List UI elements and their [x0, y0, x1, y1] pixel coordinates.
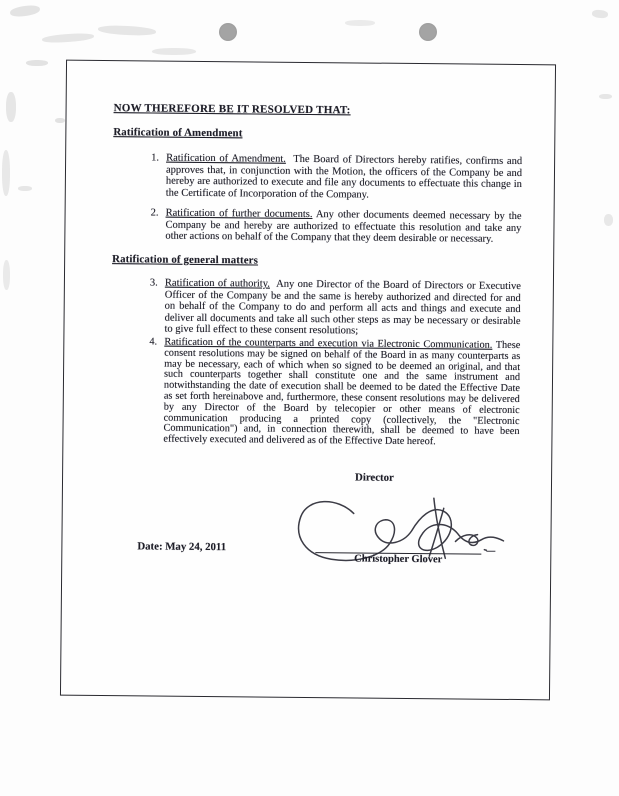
scan-noise-speck	[55, 118, 65, 123]
scan-noise-speck	[152, 48, 196, 55]
resolution-item-3	[149, 277, 521, 339]
punch-hole-left	[219, 23, 237, 41]
item-lead-phrase: Ratification of authority.	[164, 277, 270, 290]
scan-noise-speck	[3, 260, 10, 290]
resolution-item-1	[151, 152, 523, 203]
item-body-text: Any one Director of the Board of Directors or Executive Officer of the Company be and the same is hereby authorized and directed for and on behalf of the Company to do and perform all acts and things and execute and deliver all documents and take all such other steps as may be necessary or desirable to give full effect to these consent resolutions;	[164, 278, 521, 337]
item-number: 4.	[149, 336, 158, 348]
signature-role-label: Director	[355, 471, 394, 484]
scan-noise-speck	[26, 60, 48, 66]
scan-noise-speck	[592, 9, 609, 18]
item-lead-phrase: Ratification of Amendment.	[166, 152, 286, 165]
scan-noise-speck	[6, 92, 16, 122]
item-lead-phrase: Ratification of the counterparts and execution via Electronic Communication.	[164, 336, 493, 351]
scan-noise-speck	[98, 24, 156, 36]
scan-noise-speck	[2, 150, 10, 196]
item-number: 3.	[149, 277, 158, 289]
item-number: 1.	[151, 152, 160, 164]
scan-noise-speck	[18, 186, 32, 191]
scan-noise-speck	[345, 20, 375, 26]
section-heading-ratification-of-general-matters: Ratification of general matters	[112, 253, 259, 267]
date-line: Date: May 24, 2011	[137, 540, 227, 554]
item-body-text: Any other documents deemed necessary by the Company be and hereby are authorized to effectuate this resolution and take any other actions on behalf of the Company that they deem desirable or necessary.	[165, 209, 522, 245]
item-number: 2.	[150, 207, 159, 219]
resolution-item-2	[150, 207, 522, 246]
resolution-item-4	[149, 336, 521, 449]
document-page	[60, 60, 556, 701]
signer-name: Christopher Glover	[354, 553, 443, 566]
section-heading-ratification-of-amendment: Ratification of Amendment	[113, 126, 243, 140]
scan-noise-speck	[9, 4, 40, 18]
scan-noise-speck	[604, 214, 613, 226]
resolution-heading: NOW THEREFORE BE IT RESOLVED THAT:	[113, 102, 351, 117]
signature-line-stray-mark	[486, 551, 495, 552]
punch-hole-right	[419, 23, 437, 41]
scan-noise-speck	[599, 94, 612, 99]
scan-noise-speck	[42, 32, 94, 44]
item-body-text: These consent resolutions may be signed on behalf of the Board in as many counterparts as may be necessary, each of which when so signed to be deemed an original, and that such counterparts together shall constitute one and the same instrument and notwithstanding the date of execution shall be deemed to be dated the Effective Date as set forth hereinabove and, furthermore, these consent resolutions may be delivered by any Director of the Board by telecopier or other means of electronic communication producing a printed copy (collectively, the "Electronic Communication") and, in connection therewith, shall be deemed to have been effectively executed and delivered as of the Effective Date hereof.	[163, 339, 521, 448]
item-body-text: The Board of Directors hereby ratifies, confirms and approves that, in conjunction with the Motion, the officers of the Company be and hereby are authorized to execute and file any documents to effectuate this change in the Certificate of Incorporation of the Company.	[165, 153, 523, 201]
item-lead-phrase: Ratification of further documents.	[165, 207, 313, 221]
